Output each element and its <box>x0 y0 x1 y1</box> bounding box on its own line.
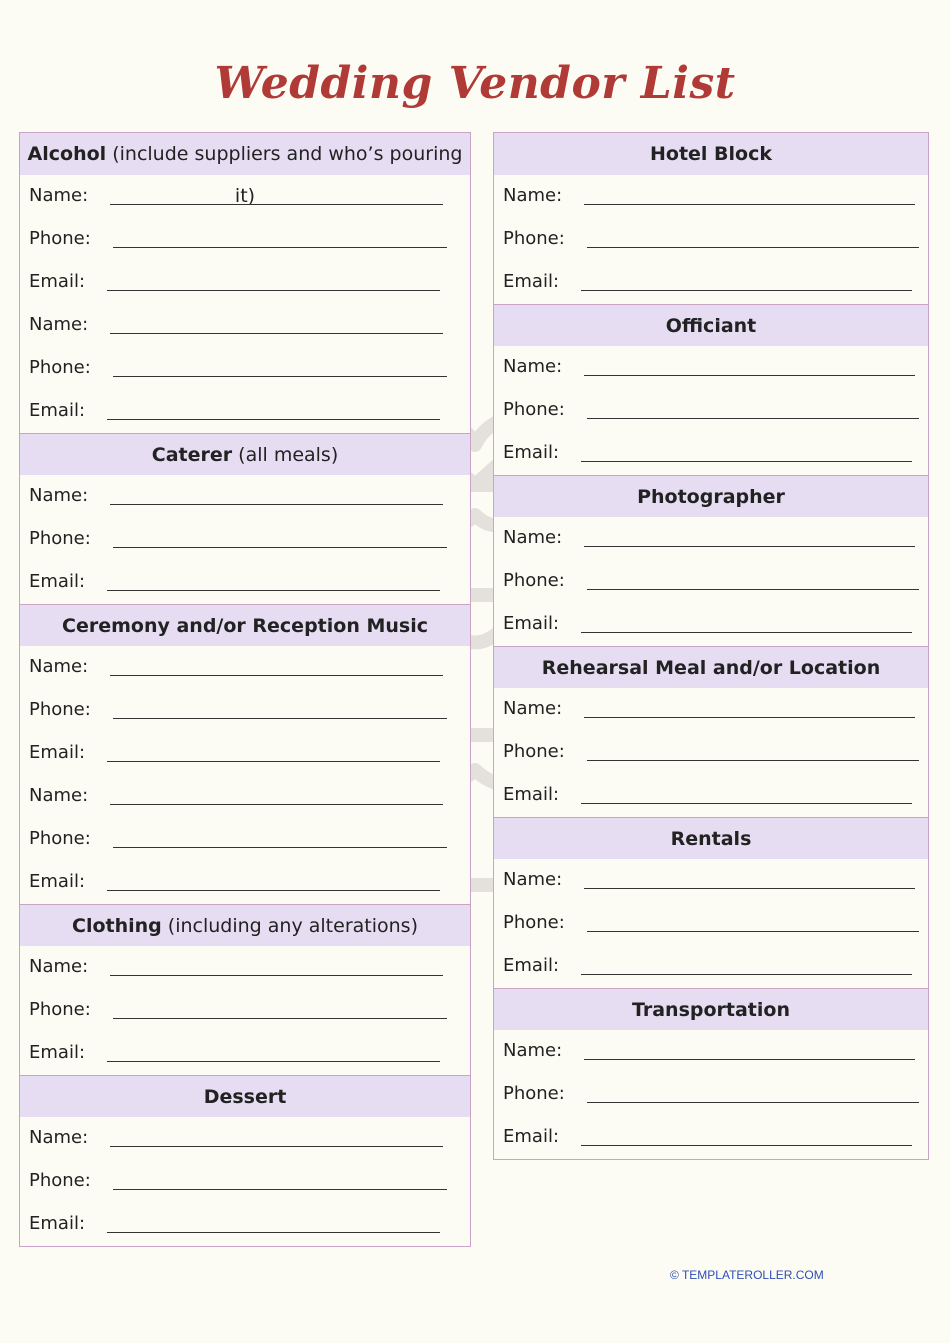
name-label: Name: <box>503 698 563 719</box>
email-label: Email: <box>503 1126 560 1147</box>
phone-input-line[interactable] <box>587 589 919 590</box>
email-row <box>20 261 470 304</box>
section-alcohol <box>20 133 470 433</box>
email-input-line[interactable] <box>581 632 912 633</box>
name-label: Name: <box>503 1040 563 1061</box>
name-label: Name: <box>503 356 563 377</box>
name-input-line[interactable] <box>110 204 443 205</box>
phone-input-line[interactable] <box>113 547 447 548</box>
section-title: Rehearsal Meal and/or Location <box>541 657 881 679</box>
email-input-line[interactable] <box>581 803 912 804</box>
phone-input-line[interactable] <box>113 718 447 719</box>
email-label: Email: <box>29 742 86 763</box>
phone-row <box>494 731 928 774</box>
name-row <box>494 346 928 389</box>
name-label: Name: <box>29 485 89 506</box>
phone-label: Phone: <box>29 828 91 849</box>
section-header <box>494 646 928 688</box>
email-input-line[interactable] <box>107 419 440 420</box>
phone-input-line[interactable] <box>587 418 919 419</box>
section-title: Alcohol <box>27 143 107 165</box>
email-label: Email: <box>29 871 86 892</box>
section-caterer <box>20 433 470 604</box>
name-row <box>494 859 928 902</box>
phone-row <box>494 1073 928 1116</box>
section-header <box>20 904 470 946</box>
email-input-line[interactable] <box>581 974 912 975</box>
email-row <box>20 390 470 433</box>
section-note: (including any alterations) <box>161 915 418 937</box>
name-row <box>20 1117 470 1160</box>
section-transportation <box>494 988 928 1159</box>
name-label: Name: <box>29 656 89 677</box>
email-input-line[interactable] <box>107 590 440 591</box>
phone-row <box>20 347 470 390</box>
email-input-line[interactable] <box>581 290 912 291</box>
email-input-line[interactable] <box>107 1061 440 1062</box>
email-input-line[interactable] <box>581 1145 912 1146</box>
name-row <box>20 646 470 689</box>
name-input-line[interactable] <box>110 504 443 505</box>
section-note: (include suppliers and who’s pouring it) <box>106 143 463 207</box>
email-input-line[interactable] <box>107 761 440 762</box>
email-input-line[interactable] <box>107 1232 440 1233</box>
name-label: Name: <box>29 314 89 335</box>
phone-label: Phone: <box>29 528 91 549</box>
phone-row <box>494 902 928 945</box>
phone-label: Phone: <box>29 228 91 249</box>
section-title: Transportation <box>631 999 790 1021</box>
name-row <box>494 688 928 731</box>
name-input-line[interactable] <box>110 804 443 805</box>
phone-label: Phone: <box>29 999 91 1020</box>
phone-input-line[interactable] <box>113 376 447 377</box>
section-title: Ceremony and/or Reception Music <box>62 615 428 637</box>
phone-input-line[interactable] <box>587 1102 919 1103</box>
name-label: Name: <box>29 185 89 206</box>
email-label: Email: <box>503 442 560 463</box>
section-header <box>494 475 928 517</box>
email-label: Email: <box>29 400 86 421</box>
email-row <box>494 945 928 988</box>
section-header <box>20 433 470 475</box>
email-input-line[interactable] <box>581 461 912 462</box>
phone-label: Phone: <box>29 699 91 720</box>
section-hotel-block <box>494 133 928 304</box>
section-title: Dessert <box>203 1086 287 1108</box>
phone-label: Phone: <box>503 228 565 249</box>
email-label: Email: <box>29 1042 86 1063</box>
phone-label: Phone: <box>503 741 565 762</box>
email-label: Email: <box>503 784 560 805</box>
email-label: Email: <box>503 613 560 634</box>
section-title: Photographer <box>637 486 785 508</box>
section-header <box>494 988 928 1030</box>
section-ceremony-and-or-reception-music <box>20 604 470 904</box>
footer-credit[interactable]: © TEMPLATEROLLER.COM <box>670 1268 824 1282</box>
email-row <box>494 432 928 475</box>
phone-label: Phone: <box>503 912 565 933</box>
section-header <box>494 133 928 175</box>
email-label: Email: <box>503 271 560 292</box>
name-label: Name: <box>503 185 563 206</box>
name-label: Name: <box>29 956 89 977</box>
name-label: Name: <box>29 785 89 806</box>
section-title: Clothing <box>72 915 162 937</box>
email-row <box>494 774 928 817</box>
phone-input-line[interactable] <box>587 247 919 248</box>
name-label: Name: <box>503 527 563 548</box>
phone-row <box>20 818 470 861</box>
phone-row <box>20 689 470 732</box>
phone-row <box>20 1160 470 1203</box>
section-header <box>494 817 928 859</box>
name-row <box>494 517 928 560</box>
phone-input-line[interactable] <box>113 1189 447 1190</box>
email-label: Email: <box>503 955 560 976</box>
name-row <box>20 475 470 518</box>
section-note: (all meals) <box>232 444 339 466</box>
name-input-line[interactable] <box>110 975 443 976</box>
name-label: Name: <box>29 1127 89 1148</box>
section-header <box>20 1075 470 1117</box>
name-row <box>20 304 470 347</box>
name-row <box>20 175 470 218</box>
section-dessert <box>20 1075 470 1246</box>
email-row <box>494 603 928 646</box>
name-input-line[interactable] <box>584 546 915 547</box>
phone-row <box>20 989 470 1032</box>
section-officiant <box>494 304 928 475</box>
name-input-line[interactable] <box>110 1146 443 1147</box>
section-rentals <box>494 817 928 988</box>
phone-label: Phone: <box>29 1170 91 1191</box>
section-header <box>494 304 928 346</box>
section-title: Hotel Block <box>650 143 772 165</box>
email-row <box>20 732 470 775</box>
phone-row <box>494 560 928 603</box>
name-input-line[interactable] <box>584 204 915 205</box>
phone-row <box>20 518 470 561</box>
phone-row <box>494 389 928 432</box>
name-row <box>20 946 470 989</box>
name-row <box>494 1030 928 1073</box>
phone-row <box>20 218 470 261</box>
email-row <box>20 1032 470 1075</box>
section-photographer <box>494 475 928 646</box>
phone-label: Phone: <box>503 1083 565 1104</box>
section-header <box>20 604 470 646</box>
name-input-line[interactable] <box>584 888 915 889</box>
name-label: Name: <box>503 869 563 890</box>
phone-input-line[interactable] <box>113 1018 447 1019</box>
phone-input-line[interactable] <box>587 931 919 932</box>
name-input-line[interactable] <box>584 375 915 376</box>
phone-input-line[interactable] <box>113 247 447 248</box>
phone-input-line[interactable] <box>587 760 919 761</box>
email-row <box>20 561 470 604</box>
email-label: Email: <box>29 271 86 292</box>
email-input-line[interactable] <box>107 290 440 291</box>
name-input-line[interactable] <box>110 333 443 334</box>
email-row <box>494 261 928 304</box>
phone-label: Phone: <box>29 357 91 378</box>
email-row <box>20 1203 470 1246</box>
email-label: Email: <box>29 1213 86 1234</box>
email-row <box>494 1116 928 1159</box>
phone-input-line[interactable] <box>113 847 447 848</box>
phone-row <box>494 218 928 261</box>
section-title: Officiant <box>665 315 757 337</box>
name-input-line[interactable] <box>584 717 915 718</box>
right-column <box>493 132 929 1160</box>
section-rehearsal-meal-and-or-location <box>494 646 928 817</box>
phone-label: Phone: <box>503 570 565 591</box>
left-column <box>19 132 471 1247</box>
section-clothing <box>20 904 470 1075</box>
name-row <box>494 175 928 218</box>
phone-label: Phone: <box>503 399 565 420</box>
email-input-line[interactable] <box>107 890 440 891</box>
section-title: Caterer <box>151 444 233 466</box>
name-input-line[interactable] <box>584 1059 915 1060</box>
section-title: Rentals <box>670 828 752 850</box>
name-row <box>20 775 470 818</box>
page-title: Wedding Vendor List <box>214 58 736 109</box>
email-row <box>20 861 470 904</box>
email-label: Email: <box>29 571 86 592</box>
name-input-line[interactable] <box>110 675 443 676</box>
